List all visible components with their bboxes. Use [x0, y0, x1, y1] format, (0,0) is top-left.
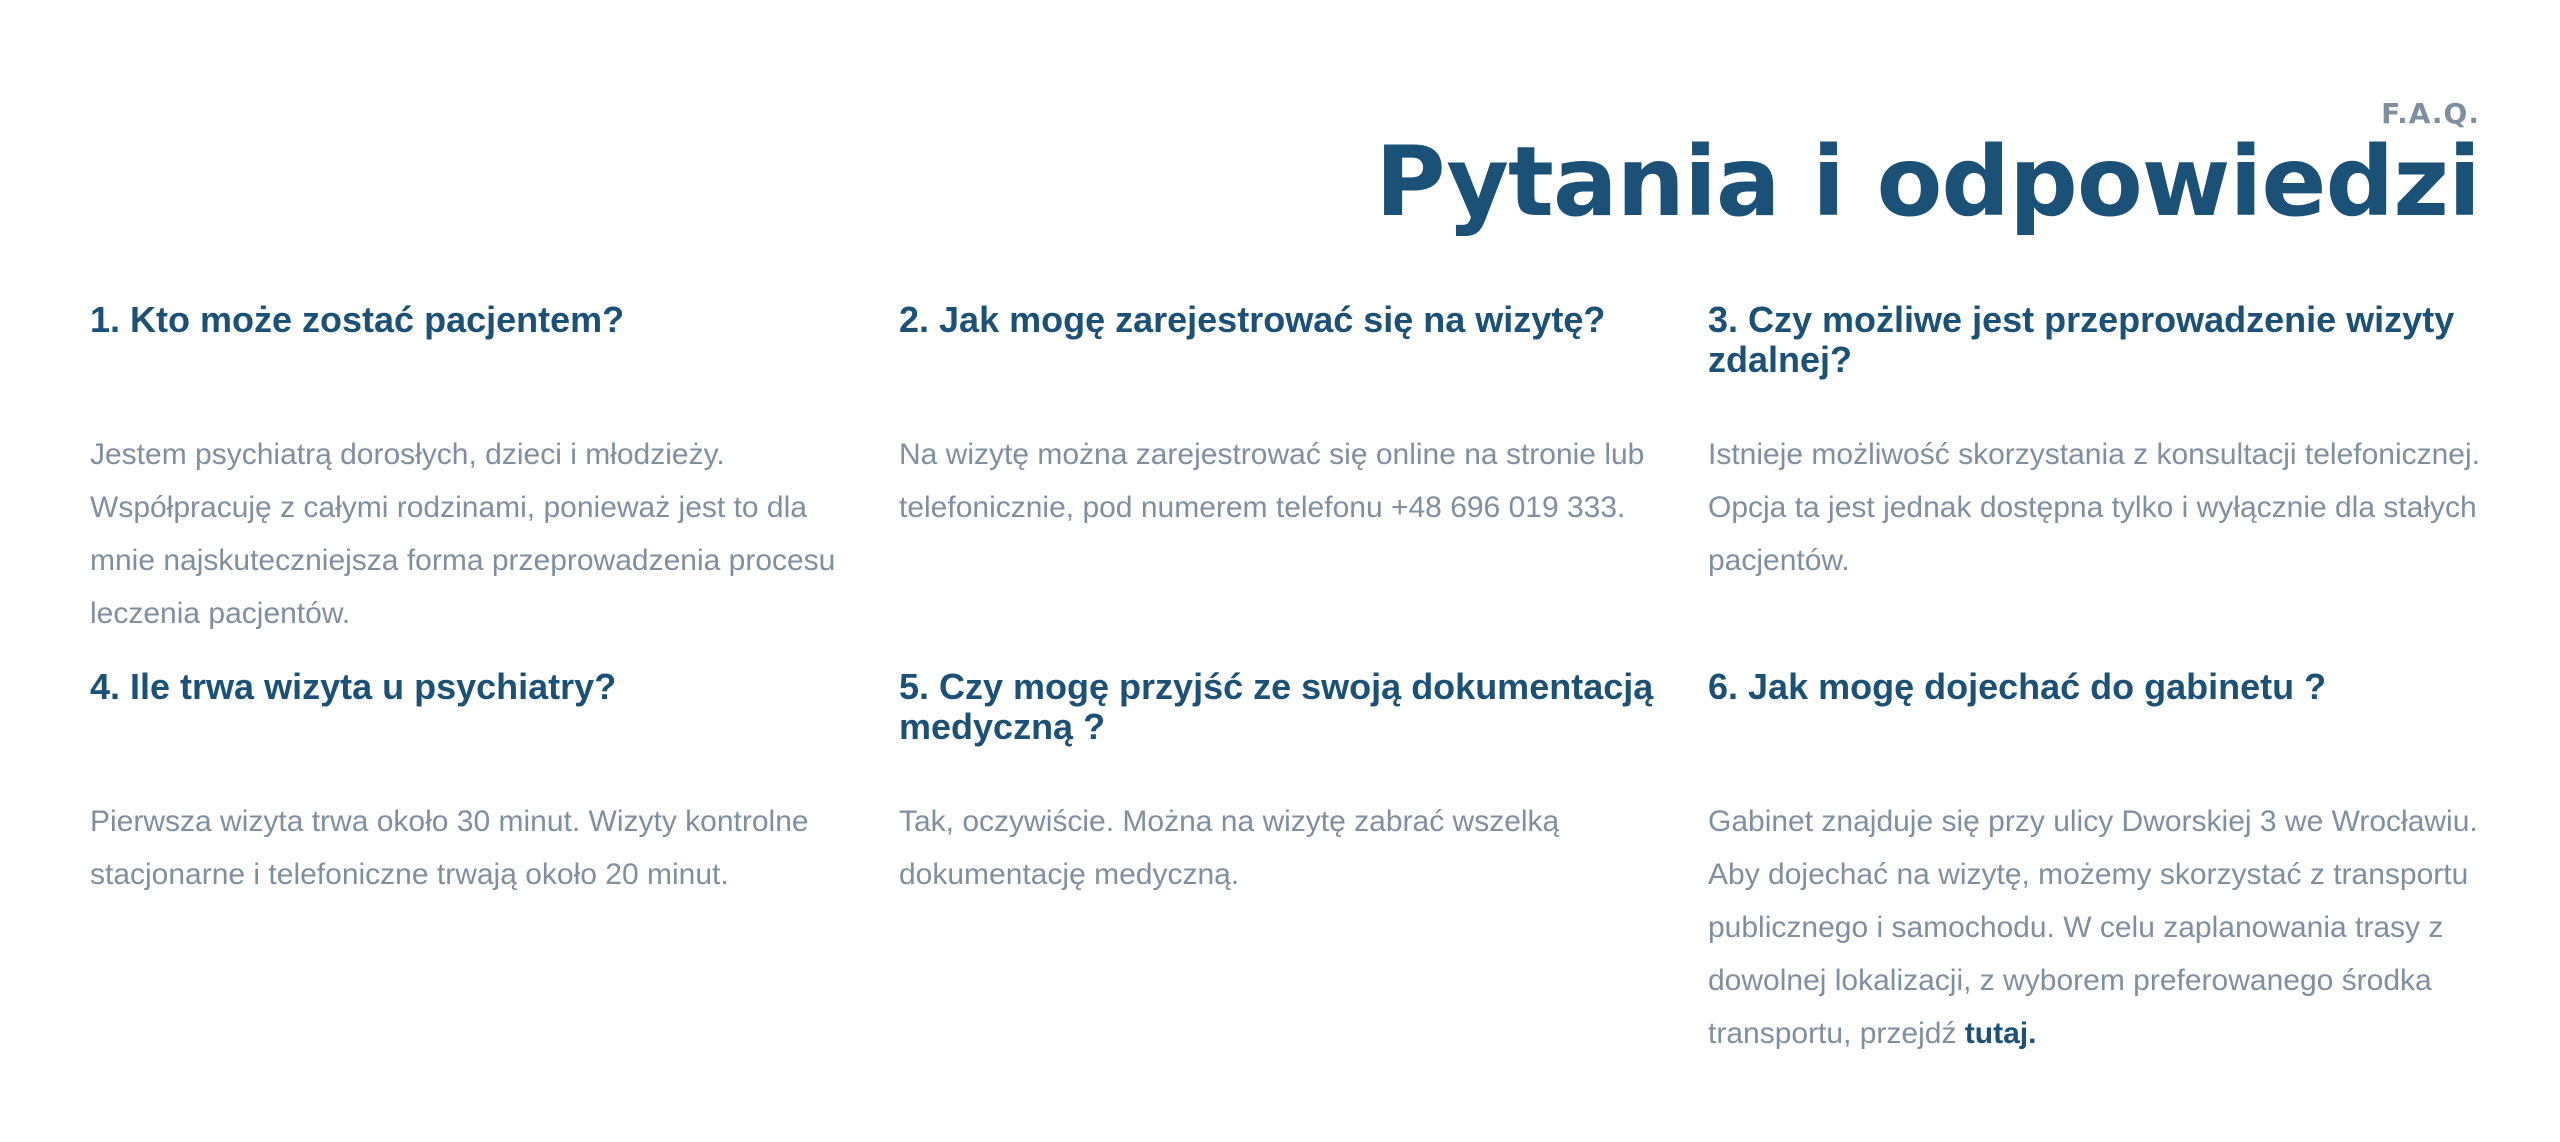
faq-eyebrow: F.A.Q.	[2381, 97, 2480, 130]
faq-grid	[90, 300, 2490, 1087]
faq-question: 4. Ile trwa wizyta u psychiatry?	[90, 666, 617, 707]
page-title: Pytania i odpowiedzi	[1375, 126, 2480, 238]
faq-answer: Na wizytę można zarejestrować się online na stronie lub telefonicznie, pod numerem telefonu +48 696 019 333.	[899, 438, 1645, 524]
faq-question: 6. Jak mogę dojechać do gabinetu ?	[1708, 666, 2327, 707]
faq-item-4	[90, 667, 867, 1087]
faq-answer: Pierwsza wizyta trwa około 30 minut. Wizyty kontrolne stacjonarne i telefoniczne trwają około 20 minut.	[90, 805, 809, 891]
faq-answer-text: Gabinet znajduje się przy ulicy Dworskiej 3 we Wrocławiu. Aby dojechać na wizytę, możemy skorzystać z transportu publicznego i samochodu. W celu zaplanowania trasy z dowolnej lokalizacji, z wyborem preferowanego środka transportu, przejdź	[1708, 805, 2478, 1050]
faq-question: 3. Czy możliwe jest przeprowadzenie wizyty zdalnej?	[1708, 299, 2455, 380]
faq-question: 2. Jak mogę zarejestrować się na wizytę?	[899, 299, 1606, 340]
faq-question: 1. Kto może zostać pacjentem?	[90, 299, 625, 340]
faq-question: 5. Czy mogę przyjść ze swoją dokumentacją medyczną ?	[899, 666, 1654, 747]
faq-item-5	[899, 667, 1676, 1087]
faq-answer: Jestem psychiatrą dorosłych, dzieci i młodzieży. Współpracuję z całymi rodzinami, ponieważ jest to dla mnie najskuteczniejsza forma przeprowadzenia procesu leczenia pacjentów.	[90, 438, 836, 630]
directions-link[interactable]: tutaj.	[1964, 1017, 2037, 1050]
faq-item-3	[1708, 300, 2485, 667]
faq-answer: Tak, oczywiście. Można na wizytę zabrać wszelką dokumentację medyczną.	[899, 805, 1560, 891]
faq-item-2	[899, 300, 1676, 667]
faq-answer: Istnieje możliwość skorzystania z konsultacji telefonicznej. Opcja ta jest jednak dostępna tylko i wyłącznie dla stałych pacjentów.	[1708, 438, 2480, 577]
faq-item-1	[90, 300, 867, 667]
faq-header	[1375, 96, 2480, 238]
faq-item-6	[1708, 667, 2485, 1087]
faq-answer	[1708, 795, 2485, 1060]
